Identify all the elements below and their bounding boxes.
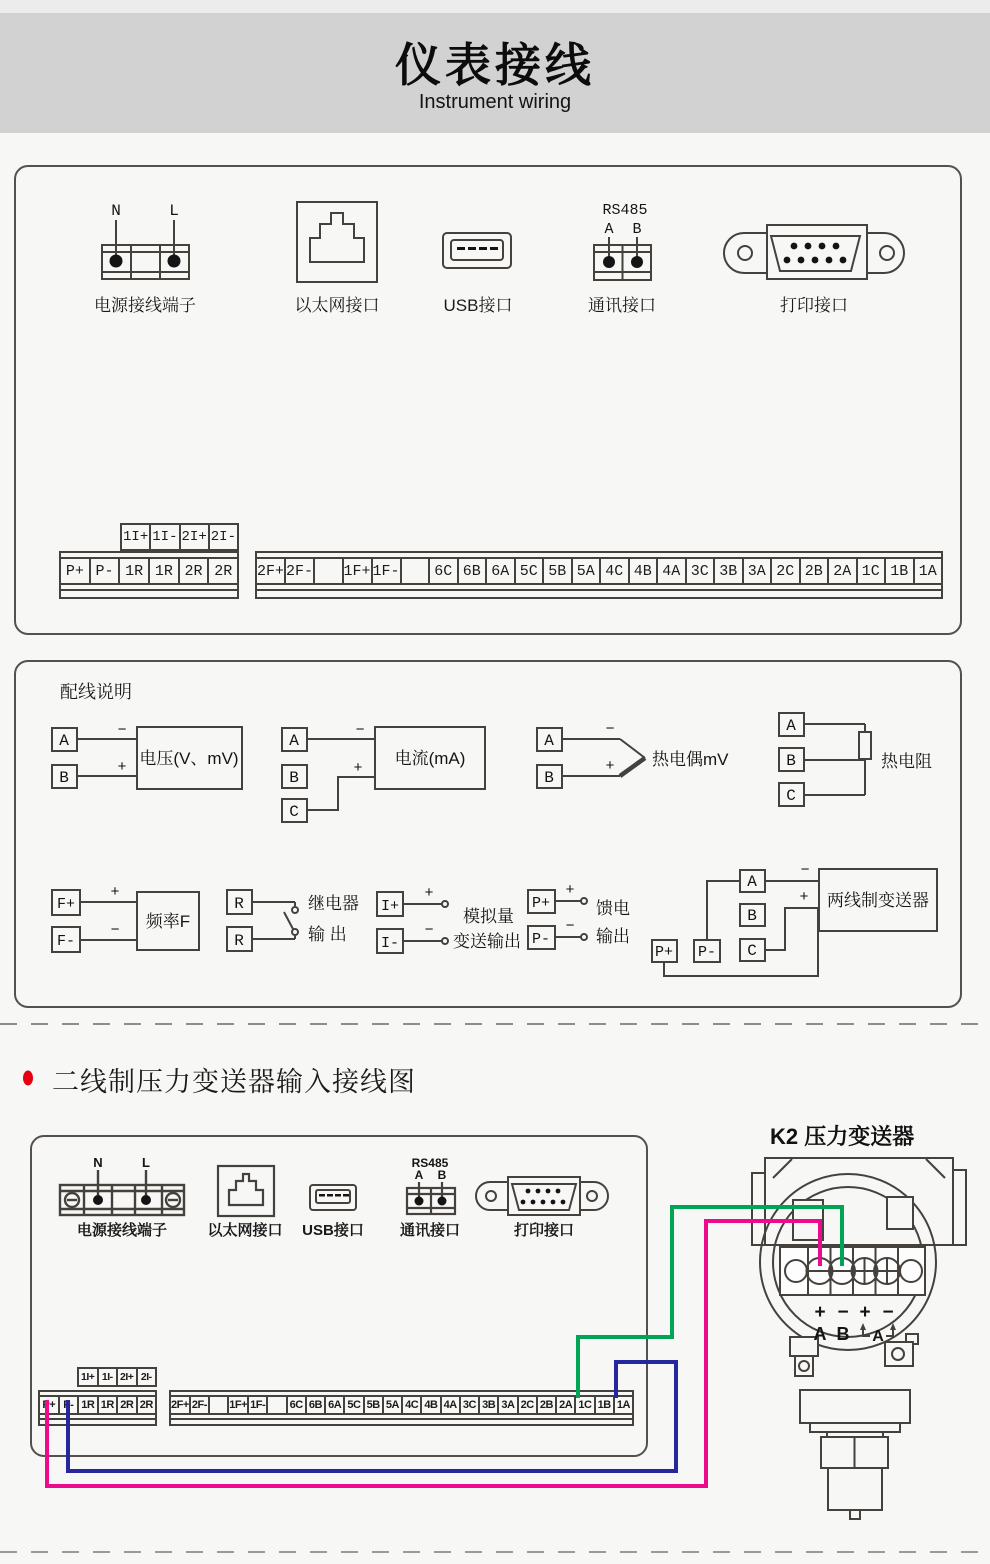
terminal-cell: 2R <box>136 1397 156 1413</box>
terminal-cell: 1F+ <box>229 1399 248 1411</box>
usb-pins-icon <box>457 247 498 250</box>
terminal-cell: 4A <box>440 1397 459 1413</box>
terminal-cell: 2C <box>517 1397 536 1413</box>
terminal-cell <box>208 1397 227 1413</box>
rj45-icon <box>229 1174 263 1205</box>
terminal-cell: 2F+ <box>171 1399 189 1411</box>
voltage-label: 电压(V、mV) <box>139 749 239 768</box>
terminal-cell: 2I- <box>136 1369 156 1385</box>
terminal-r2: R <box>234 932 244 950</box>
usb-port-icon <box>442 230 514 272</box>
terminal-cell: P+ <box>65 562 84 580</box>
terminal-cell: 2R <box>207 559 237 583</box>
print-port-label: 打印接口 <box>513 1222 575 1239</box>
wiring-notes-title: 配线说明 <box>60 682 132 702</box>
ethernet-port-icon <box>217 1165 275 1217</box>
terminal-cell: 4B <box>628 559 657 583</box>
terminal-f-plus: F+ <box>56 896 76 913</box>
thermocouple-label: 热电偶mV <box>652 750 729 769</box>
terminal-dot <box>438 1197 447 1206</box>
instrument-rear-panel <box>14 165 962 635</box>
terminal-strip-base <box>169 1418 634 1426</box>
terminal-b: B <box>747 907 757 925</box>
terminal-cell: 3B <box>478 1397 497 1413</box>
terminal-cell: P- <box>58 1397 78 1413</box>
terminal-cell: 4C <box>599 559 628 583</box>
analog-label-2: 变送输出 <box>453 932 521 951</box>
terminal-cell: 5B <box>363 1397 382 1413</box>
rtd-label: 热电阻 <box>881 752 932 771</box>
print-port-label: 打印接口 <box>780 296 848 315</box>
terminal-cell: 6A <box>324 1397 343 1413</box>
terminal-dot <box>603 256 615 268</box>
terminal-dot <box>93 1195 103 1205</box>
terminal-p-plus: P+ <box>654 944 674 961</box>
terminal-cell: 1I+ <box>81 1371 95 1383</box>
terminal-cell: 1C <box>574 1397 593 1413</box>
terminal-b: B <box>786 752 796 770</box>
sign-minus: − <box>565 918 575 935</box>
section-title: 二线制压力变送器输入接线图 <box>52 1067 416 1097</box>
terminal-b: B <box>544 769 554 787</box>
ethernet-port-icon <box>295 200 379 284</box>
wiring-diagram-rtd <box>767 705 972 830</box>
power-terminal-icon <box>57 1157 187 1215</box>
terminal-p-minus: P- <box>697 944 717 961</box>
terminal-r1: R <box>234 895 244 913</box>
transmitter-sign-3: + <box>859 1302 871 1323</box>
terminal-cell: 2I+ <box>116 1369 136 1385</box>
terminal-cell: 3C <box>459 1397 478 1413</box>
terminal-cell <box>313 559 342 583</box>
transmitter-pin-b: B <box>836 1324 850 1344</box>
terminal-strip-base <box>59 589 239 599</box>
terminal-cell: 2C <box>770 559 799 583</box>
terminal-cell: 2B <box>536 1397 555 1413</box>
terminal-cell: 1I- <box>149 525 178 549</box>
terminal-cell: 5A <box>571 559 600 583</box>
wiring-diagram-frequency <box>40 880 215 975</box>
terminal-cell: 4C <box>401 1397 420 1413</box>
terminal-cell: 3C <box>685 559 714 583</box>
pin-n-label: N <box>111 202 121 220</box>
comm-port-icon <box>402 1157 462 1217</box>
feed-label-1: 馈电 <box>596 899 630 918</box>
transmitter-pin-a: A <box>813 1324 827 1344</box>
transmitter-sign-4: − <box>882 1302 894 1323</box>
terminal-cell: 1I- <box>97 1369 117 1385</box>
terminal-cell: 2F- <box>284 559 313 583</box>
terminal-cell: 4A <box>656 559 685 583</box>
terminal-cell: 1B <box>594 1397 613 1413</box>
terminal-a: A <box>544 732 554 750</box>
sign-plus: + <box>799 889 809 906</box>
transmitter-pin-a2: A <box>872 1328 884 1345</box>
terminal-cell: 1F- <box>247 1397 266 1413</box>
terminal-strip-left <box>59 551 239 591</box>
wiring-diagram-thermocouple <box>525 714 745 804</box>
terminal-b: B <box>289 769 299 787</box>
terminal-cell: 5A <box>382 1397 401 1413</box>
sign-minus: − <box>110 922 120 939</box>
terminal-cell <box>400 559 429 583</box>
terminal-cell: 6B <box>305 1397 324 1413</box>
transmitter-title: K2 压力变送器 <box>770 1124 915 1149</box>
terminal-b: B <box>59 769 69 787</box>
header-top-strip <box>0 0 990 13</box>
terminal-cell: 6C <box>286 1397 305 1413</box>
power-terminal-icon <box>87 197 207 292</box>
bottom-dashed-edge <box>0 1551 990 1553</box>
terminal-strip-aux <box>77 1367 157 1387</box>
print-port-icon <box>472 1174 617 1219</box>
sign-minus: − <box>117 722 127 739</box>
transmitter-sign-1: + <box>814 1302 826 1323</box>
rs485-label: RS485 <box>602 202 648 219</box>
terminal-dot <box>631 256 643 268</box>
terminal-a: A <box>786 717 796 735</box>
terminal-cell: 5B <box>542 559 571 583</box>
sign-minus: − <box>800 862 810 879</box>
sign-plus: + <box>605 758 615 775</box>
terminal-cell: 3B <box>713 559 742 583</box>
sign-plus: + <box>110 884 120 901</box>
terminal-c: C <box>786 787 796 805</box>
comm-port-icon <box>585 200 665 288</box>
terminal-strip-right <box>169 1390 634 1420</box>
terminal-cell: 1A <box>913 559 942 583</box>
two-wire-label: 两线制变送器 <box>827 891 929 910</box>
power-terminal-label: 电源接线端子 <box>94 296 196 315</box>
usb-label: USB接口 <box>302 1222 364 1239</box>
terminal-strip-right <box>255 551 943 591</box>
terminal-p-minus: P- <box>531 931 551 948</box>
terminal-strip-base <box>38 1418 157 1426</box>
terminal-strip-base <box>255 589 943 599</box>
sign-plus: + <box>117 759 127 776</box>
frequency-label: 频率F <box>145 912 191 931</box>
terminal-cell: P- <box>89 559 119 583</box>
terminal-cell: 5C <box>514 559 543 583</box>
pin-b-label: B <box>437 1168 447 1182</box>
terminal-f-minus: F- <box>56 933 76 950</box>
terminal-cell: 3A <box>742 559 771 583</box>
terminal-dot <box>415 1197 424 1206</box>
rs485-label: RS485 <box>411 1156 449 1170</box>
terminal-cell: 1R <box>148 559 178 583</box>
sign-plus: + <box>565 882 575 899</box>
instrument-rear-panel-small <box>30 1135 648 1457</box>
rj45-icon <box>310 213 364 262</box>
terminal-cell: P+ <box>42 1399 56 1411</box>
terminal-cell: 2F+ <box>257 562 285 580</box>
terminal-a: A <box>289 732 299 750</box>
terminal-cell: 2F- <box>189 1397 208 1413</box>
dashed-separator <box>0 1023 990 1025</box>
wiring-diagram-two-wire <box>642 857 954 989</box>
sign-minus: − <box>355 722 365 739</box>
page-subtitle: Instrument wiring <box>418 91 572 113</box>
pin-n-label: N <box>93 1155 103 1170</box>
feed-label-2: 输出 <box>596 927 630 946</box>
sign-minus: − <box>605 721 615 738</box>
terminal-i-minus: I- <box>380 935 400 952</box>
sign-minus: − <box>424 922 434 939</box>
terminal-cell: 1F+ <box>342 559 371 583</box>
terminal-dot <box>168 255 181 268</box>
comm-label: 通讯接口 <box>588 296 656 315</box>
pin-l-label: L <box>142 1155 150 1170</box>
comm-label: 通讯接口 <box>399 1222 461 1239</box>
pin-a-label: A <box>604 221 614 238</box>
terminal-cell: 5C <box>343 1397 362 1413</box>
terminal-dot <box>141 1195 151 1205</box>
pin-b-label: B <box>632 221 642 238</box>
terminal-cell: 1R <box>118 559 148 583</box>
wiring-notes-panel <box>14 660 962 1008</box>
usb-pins-icon <box>319 1194 349 1197</box>
relay-label-1: 继电器 <box>308 894 359 913</box>
terminal-strip-left <box>38 1390 157 1420</box>
terminal-cell <box>266 1397 285 1413</box>
terminal-cell: 1B <box>884 559 913 583</box>
sign-plus: + <box>424 885 434 902</box>
transmitter-sign-2: − <box>837 1302 849 1323</box>
ethernet-label: 以太网接口 <box>294 296 380 315</box>
terminal-cell: 2R <box>116 1397 136 1413</box>
terminal-cell: 1R <box>77 1397 97 1413</box>
terminal-cell: 2R <box>178 559 208 583</box>
terminal-cell: 2A <box>555 1397 574 1413</box>
current-label: 电流(mA) <box>394 749 466 768</box>
terminal-cell: 1A <box>613 1397 632 1413</box>
terminal-cell: 6A <box>485 559 514 583</box>
ethernet-label: 以太网接口 <box>207 1222 283 1239</box>
terminal-cell: 1C <box>856 559 885 583</box>
wiring-diagram-analog-output <box>365 880 540 975</box>
terminal-cell: 2I- <box>208 525 237 549</box>
red-bullet-icon <box>20 1068 38 1088</box>
analog-label-1: 模拟量 <box>463 907 514 926</box>
pin-l-label: L <box>169 202 179 220</box>
sign-plus: + <box>353 760 363 777</box>
terminal-p-plus: P+ <box>531 895 551 912</box>
terminal-c: C <box>747 942 757 960</box>
terminal-cell: 6B <box>457 559 486 583</box>
terminal-cell: 3A <box>497 1397 516 1413</box>
relay-label-2: 输 出 <box>308 925 347 944</box>
print-port-icon <box>717 220 912 282</box>
terminal-cell: 1I+ <box>123 529 149 545</box>
pin-a-label: A <box>414 1168 424 1182</box>
usb-label: USB接口 <box>443 296 513 315</box>
page-header <box>0 13 990 133</box>
terminal-cell: 2B <box>799 559 828 583</box>
terminal-cell: 2I+ <box>179 525 208 549</box>
wiring-diagram-voltage <box>40 714 255 799</box>
terminal-a: A <box>747 873 757 891</box>
terminal-i-plus: I+ <box>380 898 400 915</box>
terminal-cell: 4B <box>420 1397 439 1413</box>
wiring-diagram-current <box>270 714 500 829</box>
pressure-transmitter-icon <box>735 1140 990 1525</box>
power-terminal-label: 电源接线端子 <box>76 1222 168 1239</box>
terminal-strip-aux <box>120 523 239 551</box>
terminal-cell: 6C <box>428 559 457 583</box>
terminal-c: C <box>289 803 299 821</box>
terminal-cell: 1R <box>97 1397 117 1413</box>
wiring-diagram-relay <box>215 880 375 975</box>
terminal-dot <box>110 255 123 268</box>
terminal-cell: 2A <box>827 559 856 583</box>
page-title: 仪表接线 <box>395 39 595 91</box>
usb-port-icon <box>309 1184 357 1211</box>
terminal-a: A <box>59 732 69 750</box>
terminal-cell: 1F- <box>371 559 400 583</box>
